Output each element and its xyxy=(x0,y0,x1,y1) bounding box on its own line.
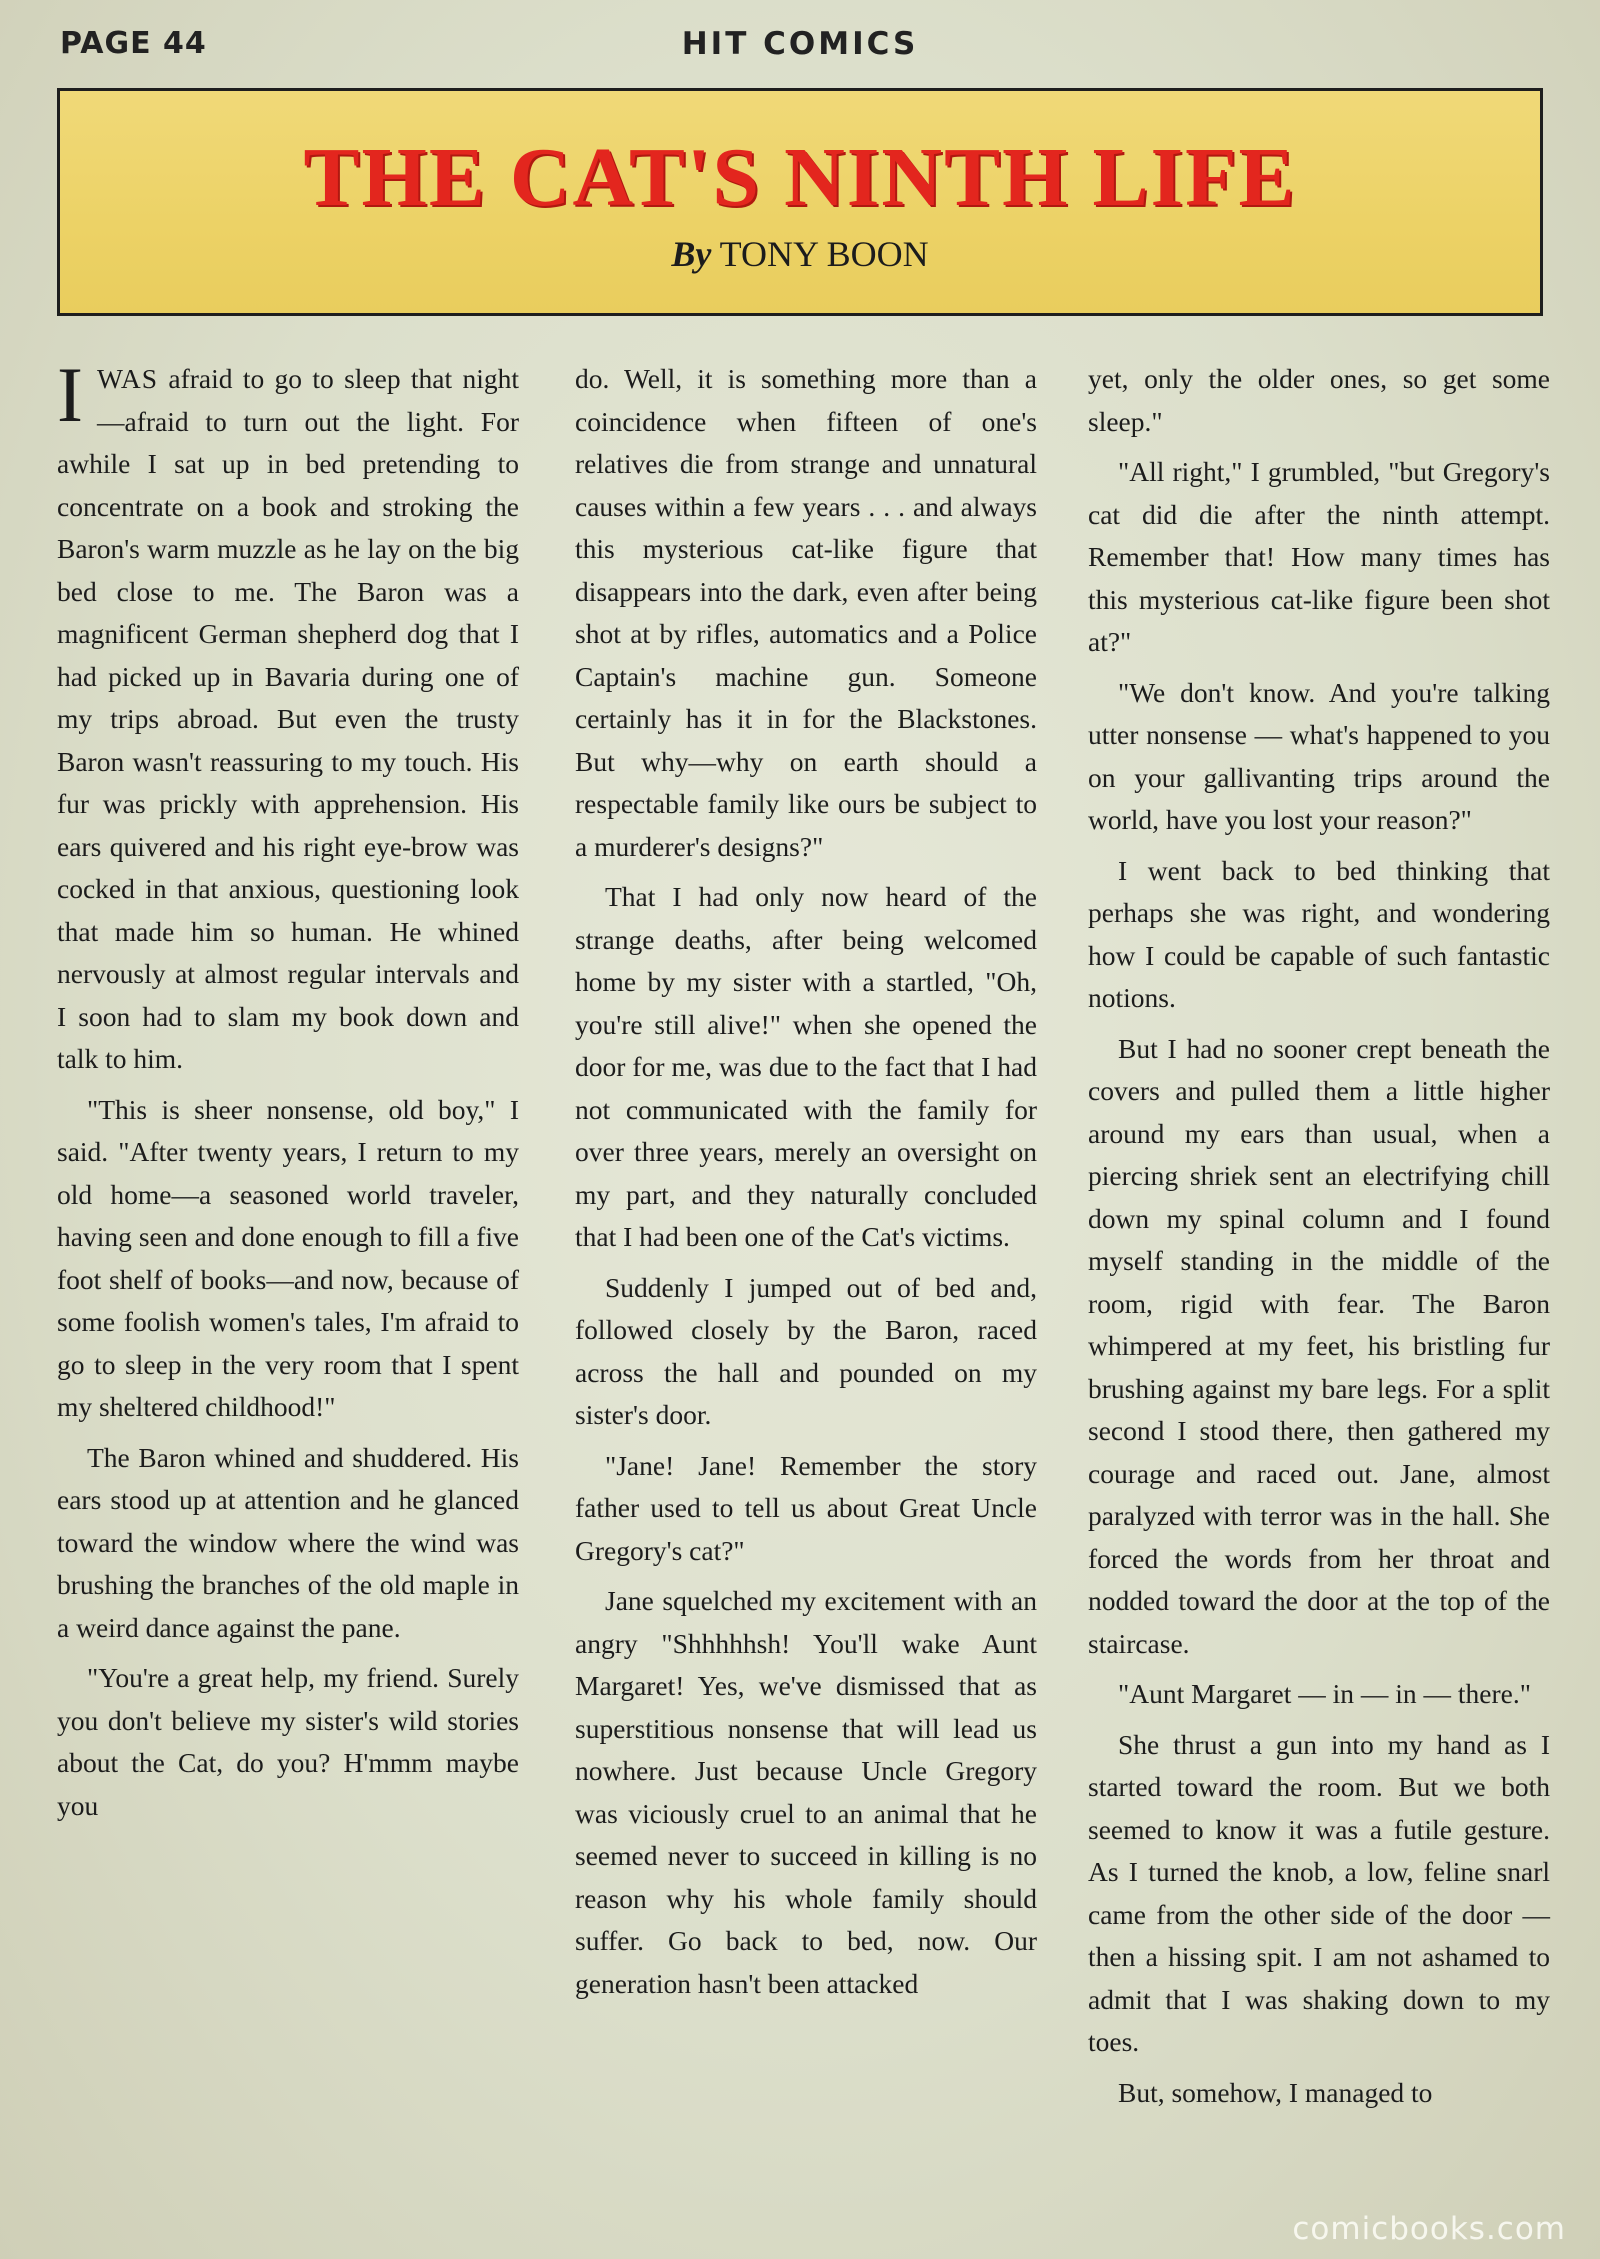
paragraph: I went back to bed thinking that perhaps she was right, and wondering how I could be capable of such fantastic notions. xyxy=(1088,854,1550,1013)
title-box xyxy=(57,88,1543,316)
paragraph: That I had only now heard of the strange deaths, after being welcomed home by my sister with a startled, "Oh, you're still alive!" when she opened the door for me, was due to the fact that I had not communicated with the family for over three years, merely an oversight on my part, and they naturally concluded that I had been one of the Cat's victims. xyxy=(575,881,1037,1252)
text-column-2 xyxy=(575,358,1037,2013)
paragraph: yet, only the older ones, so get some sleep." xyxy=(1088,363,1550,437)
paragraph: "Jane! Jane! Remember the story father used to tell us about Great Uncle Gregory's cat?" xyxy=(575,1449,1037,1566)
paragraph: "This is sheer nonsense, old boy," I said. "After twenty years, I return to my old home—a seasoned world traveler, having seen and done enough to fill a five foot shelf of books—and now, because of some foolish women's tales, I'm afraid to go to sleep in the very room that I spent my sheltered childhood!" xyxy=(57,1093,519,1422)
paragraph: "Aunt Margaret — in — in — there." xyxy=(1118,1678,1531,1709)
story-title: THE CAT'S NINTH LIFE xyxy=(303,131,1297,224)
text-column-3 xyxy=(1088,358,1550,2122)
page-number: PAGE 44 xyxy=(60,26,207,61)
byline xyxy=(60,233,1540,275)
magazine-title: HIT COMICS xyxy=(681,26,919,62)
paragraph: Jane squelched my excitement with an angry "Shhhhhsh! You'll wake Aunt Margaret! Yes, we've dismissed that as superstitious nonsense that will lead us nowhere. Just because Uncle Gregory was viciously cruel to an animal that he seemed never to succeed in killing is no reason why his whole family should suffer. Go back to bed, now. Our generation hasn't been attacked xyxy=(575,1585,1037,1999)
paragraph xyxy=(57,351,519,1081)
paragraph: She thrust a gun into my hand as I started toward the room. But we both seemed to know it was a futile gesture. As I turned the knob, a low, feline snarl came from the other side of the door —then a hissing spit. I am not ashamed to admit that I was shaking down to my toes. xyxy=(1088,1728,1550,2057)
paragraph: do. Well, it is something more than a coincidence when fifteen of one's relatives die from strange and unnatural causes within a few years . . . and always this mysterious cat-like figure that disappears into the dark, even after being shot at by rifles, automatics and a Police Captain's machine gun. Someone certainly has it in for the Blackstones. But why—why on earth should a respectable family like ours be subject to a murderer's designs?" xyxy=(575,363,1037,862)
text-column-1 xyxy=(57,351,519,1835)
paragraph: Suddenly I jumped out of bed and, followed closely by the Baron, raced across the hall and pounded on my sister's door. xyxy=(575,1271,1037,1430)
paragraph-text: afraid to go to sleep that night—afraid to turn out the light. For awhile I sat up in bed pretending to concentrate on a book and stroking the Baron's warm muzzle as he lay on the big bed close to me. The Baron was a magnificent German shepherd dog that I had picked up in Bavaria during one of my trips abroad. But even the trusty Baron wasn't reassuring to my touch. His fur was prickly with apprehension. His ears quivered and his right eye-brow was cocked in that anxious, questioning look that made him so human. He whined nervously at almost regular intervals and I soon had to slam my book down and talk to him. xyxy=(57,363,519,1074)
lead-word: WAS xyxy=(96,363,159,394)
paragraph: "All right," I grumbled, "but Gregory's cat did die after the ninth attempt. Remember that! How many times has this mysterious cat-like figure been shot at?" xyxy=(1088,456,1550,657)
paragraph: "You're a great help, my friend. Surely you don't believe my sister's wild stories about the Cat, do you? H'mmm maybe you xyxy=(57,1662,519,1821)
byline-prefix: By xyxy=(671,234,712,274)
drop-cap: I xyxy=(57,351,83,438)
author-name: TONY BOON xyxy=(719,234,929,274)
paragraph: The Baron whined and shuddered. His ears stood up at attention and he glanced toward the window where the wind was brushing the branches of the old maple in a weird dance against the pane. xyxy=(57,1441,519,1643)
watermark: comicbooks.com xyxy=(1292,2211,1566,2247)
paragraph: But I had no sooner crept beneath the covers and pulled them a little higher around my ears than usual, when a piercing shriek sent an electrifying chill down my spinal column and I found myself standing in the middle of the room, rigid with fear. The Baron whimpered at my feet, his bristling fur brushing against my bare legs. For a split second I stood there, then gathered my courage and raced out. Jane, almost paralyzed with terror was in the hall. She forced the words from her throat and nodded toward the door at the top of the staircase. xyxy=(1088,1032,1550,1659)
paragraph: "We don't know. And you're talking utter nonsense — what's happened to you on your gallivanting trips around the world, have you lost your reason?" xyxy=(1088,676,1550,835)
paragraph: But, somehow, I managed to xyxy=(1118,2076,1433,2108)
page-header xyxy=(60,22,1540,62)
